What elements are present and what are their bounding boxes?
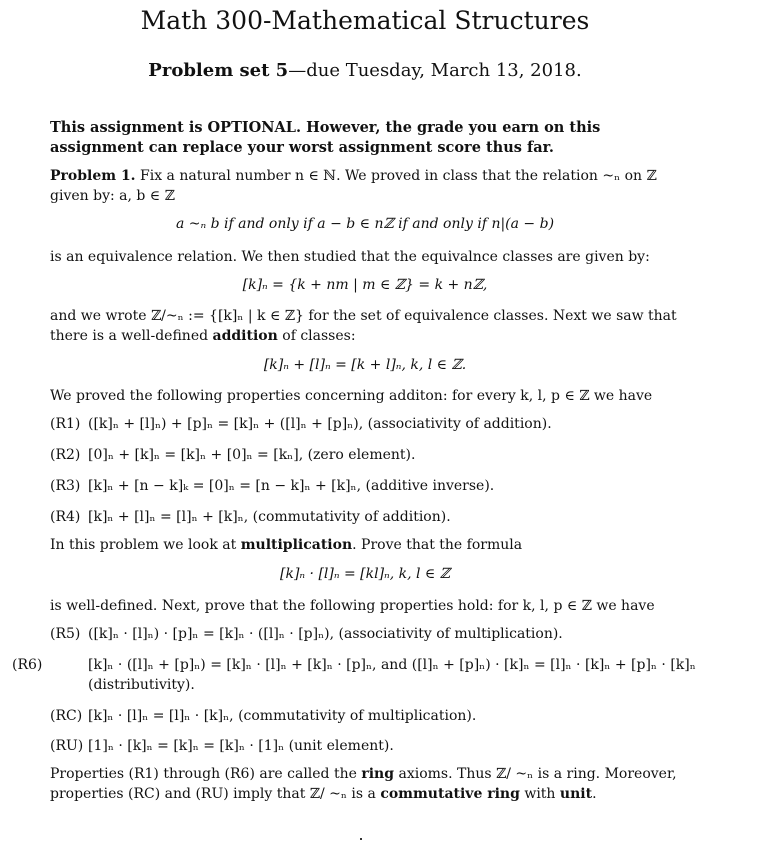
property-r1 xyxy=(50,414,710,434)
quotient-text-a: and we wrote ℤ/~ₙ := {[k]ₙ | k ∈ ℤ} for the set of equivalence classes. Next we saw that there is a well-defined xyxy=(50,308,677,344)
paragraph-multiplication xyxy=(50,535,690,555)
property-r6 xyxy=(12,655,718,695)
property-label: (R6) xyxy=(12,657,43,673)
problem-label: Problem 1. xyxy=(50,168,136,184)
property-label: (RU) xyxy=(50,738,84,754)
equation-classes: [k]ₙ = {k + nm | m ∈ ℤ} = k + nℤ, xyxy=(242,277,488,293)
paragraph-well-defined: is well-defined. Next, prove that the following properties hold: for k, l, p ∈ ℤ we have xyxy=(50,598,655,614)
property-text: [0]ₙ + [k]ₙ = [k]ₙ + [0]ₙ = [kₙ], (zero element). xyxy=(88,447,416,463)
page-number-mark xyxy=(360,838,362,840)
paragraph-ring-conclusion xyxy=(50,764,680,804)
subtitle-rest: —due Tuesday, March 13, 2018. xyxy=(288,60,582,81)
problem-intro xyxy=(50,166,690,206)
property-text: [k]ₙ · [l]ₙ = [l]ₙ · [k]ₙ, (commutativity of multiplication). xyxy=(88,708,477,724)
paragraph-addition-props: We proved the following properties concerning additon: for every k, l, p ∈ ℤ we have xyxy=(50,388,653,404)
property-label: (RC) xyxy=(50,708,83,724)
property-text: [1]ₙ · [k]ₙ = [k]ₙ = [k]ₙ · [1]ₙ (unit element). xyxy=(88,738,394,754)
property-rc xyxy=(50,706,710,726)
mult-text-c: . Prove that the formula xyxy=(352,537,523,553)
property-r5 xyxy=(50,624,710,644)
ring-text-a: Properties (R1) through (R6) are called the xyxy=(50,766,362,782)
property-text: [k]ₙ + [n − k]ₖ = [0]ₙ = [n − k]ₙ + [k]ₙ, (additive inverse). xyxy=(88,478,495,494)
ring-text-c: axioms. Thus ℤ/ ~ₙ is a ring. Moreover, properties (RC) and (RU) imply that ℤ/ ~ₙ is a xyxy=(50,766,677,802)
multiplication-term: multiplication xyxy=(240,537,353,553)
property-label: (R2) xyxy=(50,447,81,463)
property-r3 xyxy=(50,476,710,496)
paragraph-equivalence: is an equivalence relation. We then studied that the equivalnce classes are given by: xyxy=(50,249,650,265)
equation-relation: a ~ₙ b if and only if a − b ∈ nℤ if and only if n|(a − b) xyxy=(175,216,555,232)
ring-text-g: . xyxy=(592,786,597,802)
property-label: (R3) xyxy=(50,478,81,494)
paragraph-quotient xyxy=(50,306,690,346)
ring-term: ring xyxy=(361,766,395,782)
mult-text-a: In this problem we look at xyxy=(50,537,241,553)
property-text: ([k]ₙ · [l]ₙ) · [p]ₙ = [k]ₙ · ([l]ₙ · [p]ₙ), (associativity of multiplication). xyxy=(88,626,563,642)
property-ru xyxy=(50,736,710,756)
property-label: (R4) xyxy=(50,509,81,525)
property-label: (R5) xyxy=(50,626,81,642)
equation-addition: [k]ₙ + [l]ₙ = [k + l]ₙ, k, l ∈ ℤ. xyxy=(263,357,467,373)
course-title: Math 300-Mathematical Structures xyxy=(140,6,590,35)
property-text: ([k]ₙ + [l]ₙ) + [p]ₙ = [k]ₙ + ([l]ₙ + [p]ₙ), (associativity of addition). xyxy=(88,416,552,432)
problem-set-subtitle xyxy=(0,60,730,81)
addition-term: addition xyxy=(212,328,278,344)
property-label: (R1) xyxy=(50,416,81,432)
ring-text-e: with xyxy=(519,786,560,802)
unit-term: unit xyxy=(559,786,593,802)
property-r2 xyxy=(50,445,710,465)
subtitle-bold: Problem set 5 xyxy=(148,60,289,81)
optional-note: This assignment is OPTIONAL. However, the grade you earn on this assignment can replace your worst assignment score thus far. xyxy=(50,119,601,156)
equation-multiplication: [k]ₙ · [l]ₙ = [kl]ₙ, k, l ∈ ℤ xyxy=(280,566,450,582)
property-r4 xyxy=(50,507,710,527)
property-text: [k]ₙ + [l]ₙ = [l]ₙ + [k]ₙ, (commutativity of addition). xyxy=(88,509,451,525)
property-text: [k]ₙ · ([l]ₙ + [p]ₙ) = [k]ₙ · [l]ₙ + [k]ₙ · [p]ₙ, and ([l]ₙ + [p]ₙ) · [k]ₙ = [l]ₙ · [k]ₙ + [p]ₙ · [k]ₙ (distributivity). xyxy=(88,657,696,693)
commutative-ring-term: commutative ring xyxy=(380,786,520,802)
problem-intro-text: Fix a natural number n ∈ ℕ. We proved in class that the relation ~ₙ on ℤ given by: a, b ∈ ℤ xyxy=(50,168,657,204)
quotient-text-c: of classes: xyxy=(277,328,356,344)
